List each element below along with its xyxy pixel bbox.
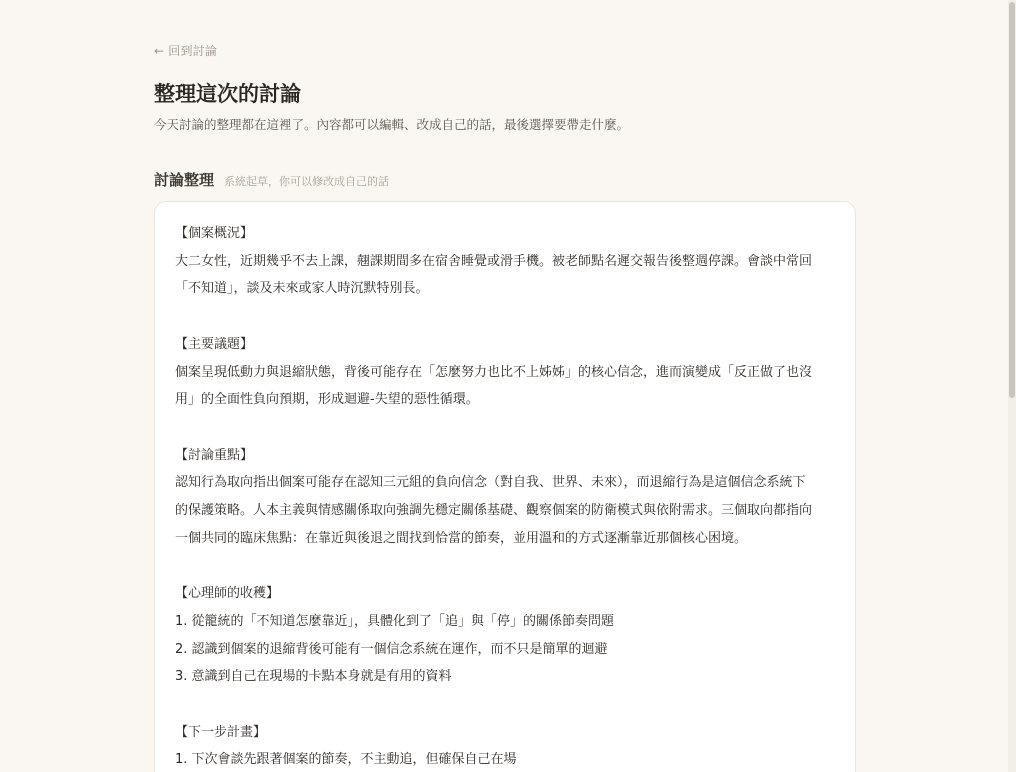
- summary-section-header: [154, 169, 856, 190]
- next-steps-heading: 【下一步計畫】: [175, 724, 267, 740]
- discussion-points-line: 一個共同的臨床焦點：在靠近與後退之間找到恰當的節奏，並用溫和的方式逐漸靠近那個核心困境。: [175, 530, 748, 546]
- case-overview-line: 「不知道」，談及未來或家人時沉默特別長。: [175, 281, 429, 297]
- case-overview-line: 大二女性，近期幾乎不去上課，翹課期間多在宿舍睡覺或滑手機。被老師點名遲交報告後整週停課。會談中常回: [175, 253, 813, 269]
- page-subtitle: 今天討論的整理都在這裡了。內容都可以編輯、改成自己的話，最後選擇要帶走什麼。: [154, 117, 630, 132]
- counselor-gains-item: 1. 從籠統的「不知道怎麼靠近」，具體化到了「追」與「停」的關係節奏問題: [175, 613, 615, 629]
- case-overview-heading: 【個案概況】: [175, 226, 254, 241]
- back-to-discussion-link[interactable]: ← 回到討論: [154, 44, 218, 58]
- page-title: 整理這次的討論: [154, 81, 301, 106]
- paragraph-spacer: [175, 303, 835, 331]
- next-steps-item: 1. 下次會談先跟著個案的節奏，不主動追，但確保自己在場: [175, 752, 517, 768]
- paragraph-spacer: [175, 552, 835, 580]
- section-hint: 系統起草，你可以修改成自己的話: [224, 175, 390, 188]
- discussion-points-heading: 【討論重點】: [175, 447, 254, 463]
- counselor-gains-item: 2. 認識到個案的退縮背後可能有一個信念系統在運作，而不只是簡單的迴避: [175, 641, 608, 657]
- paragraph-spacer: [175, 691, 835, 719]
- main-issues-line: 個案呈現低動力與退縮狀態，背後可能存在「怎麼努力也比不上姊姊」的核心信念，進而演變成「反正做了也沒: [175, 364, 813, 380]
- counselor-gains-heading: 【心理師的收穫】: [175, 586, 280, 602]
- main-content: [154, 0, 856, 772]
- summary-editor[interactable]: [154, 201, 856, 772]
- counselor-gains-item: 3. 意識到自己在現場的卡點本身就是有用的資料: [175, 669, 452, 685]
- discussion-points-line: 認知行為取向指出個案可能存在認知三元組的負向信念（對自我、世界、未來），而退縮行為是這個信念系統下: [175, 475, 806, 491]
- discussion-points-line: 的保護策略。人本主義與情感關係取向強調先穩定關係基礎、觀察個案的防衛模式與依附需求。三個取向都指向: [175, 503, 813, 518]
- main-issues-line: 用」的全面性負向預期，形成迴避-失望的惡性循環。: [175, 392, 479, 408]
- page-scrollbar[interactable]: [1008, 0, 1016, 772]
- paragraph-spacer: [175, 414, 835, 442]
- scrollbar-thumb[interactable]: [1009, 2, 1015, 398]
- section-title: 討論整理: [154, 171, 215, 189]
- main-issues-heading: 【主要議題】: [175, 336, 254, 352]
